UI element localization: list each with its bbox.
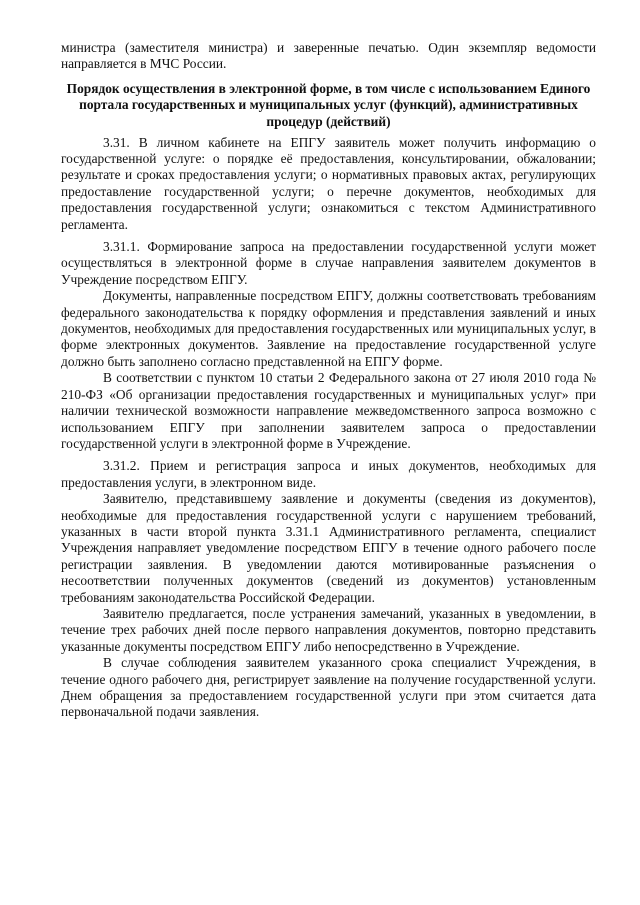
paragraph-3-31-1: 3.31.1. Формирование запроса на предоставлении государственной услуги может осуществляться в электронной форме в случае направления заявителем документов в Учреждение посредством ЕПГУ. [61, 239, 596, 287]
paragraph-3-31-2: 3.31.2. Прием и регистрация запроса и иных документов, необходимых для предоставления услуги, в электронном виде. [61, 458, 596, 490]
paragraph-notification: Заявителю, представившему заявление и документы (сведения из документов), необходимые для предоставления государственной услуги с нарушением требований, указанных в части второй пункта 3.31.1 Административного регламента, специалист Учреждения направляет уведомление посредством ЕПГУ в течение одного рабочего после регистрации заявления. В уведомлении даются мотивированные разъяснения о несоответствии полученных документов (сведений из документов) установленным требованиям законодательства Российской Федерации. [61, 491, 596, 605]
paragraph-3-31: 3.31. В личном кабинете на ЕПГУ заявитель может получить информацию о государственной услуге: о порядке её предоставления, консультировании, обжаловании; результате и сроках предоставления услуги; о нормативных правовых актах, регулирующих предоставление государственной услуги; о перечне документов, необходимых для предоставления государственной услуги; ознакомиться с текстом Административного регламента. [61, 134, 596, 232]
document-page [61, 40, 596, 721]
paragraph-interagency-request: В соответствии с пунктом 10 статьи 2 Федерального закона от 27 июля 2010 года № 210-ФЗ «Об организации предоставления государственных и муниципальных услуг» при наличии технической возможности направление межведомственного запроса возможно с использованием ЕПГУ при заполнении заявителем запроса о предоставлении государственной услуги в электронной форме в Учреждение. [61, 370, 596, 451]
intro-paragraph: министра (заместителя министра) и заверенные печатью. Один экземпляр ведомости направляется в МЧС России. [61, 40, 596, 72]
paragraph-documents-requirements: Документы, направленные посредством ЕПГУ, должны соответствовать требованиям федерального законодательства к порядку оформления и представления заявлений и иных документов, необходимых для предоставления государственных или муниципальных услуг, в форме электронных документов. Заявление на предоставление государственной услуге должно быть заполнено согласно представленной на ЕПГУ форме. [61, 288, 596, 369]
paragraph-registration-deadline: В случае соблюдения заявителем указанного срока специалист Учреждения, в течение одного рабочего дня, регистрирует заявление на получение государственной услуги. Днем обращения за предоставлением государственной услуги при этом считается дата первоначальной подачи заявления. [61, 655, 596, 720]
paragraph-resubmission: Заявителю предлагается, после устранения замечаний, указанных в уведомлении, в течение трех рабочих дней после первого направления документов, повторно представить указанные документы посредством ЕПГУ либо непосредственно в Учреждение. [61, 605, 596, 654]
section-heading: Порядок осуществления в электронной форме, в том числе с использованием Единого портала государственных и муниципальных услуг (функций), административных процедур (действий) [66, 80, 591, 129]
